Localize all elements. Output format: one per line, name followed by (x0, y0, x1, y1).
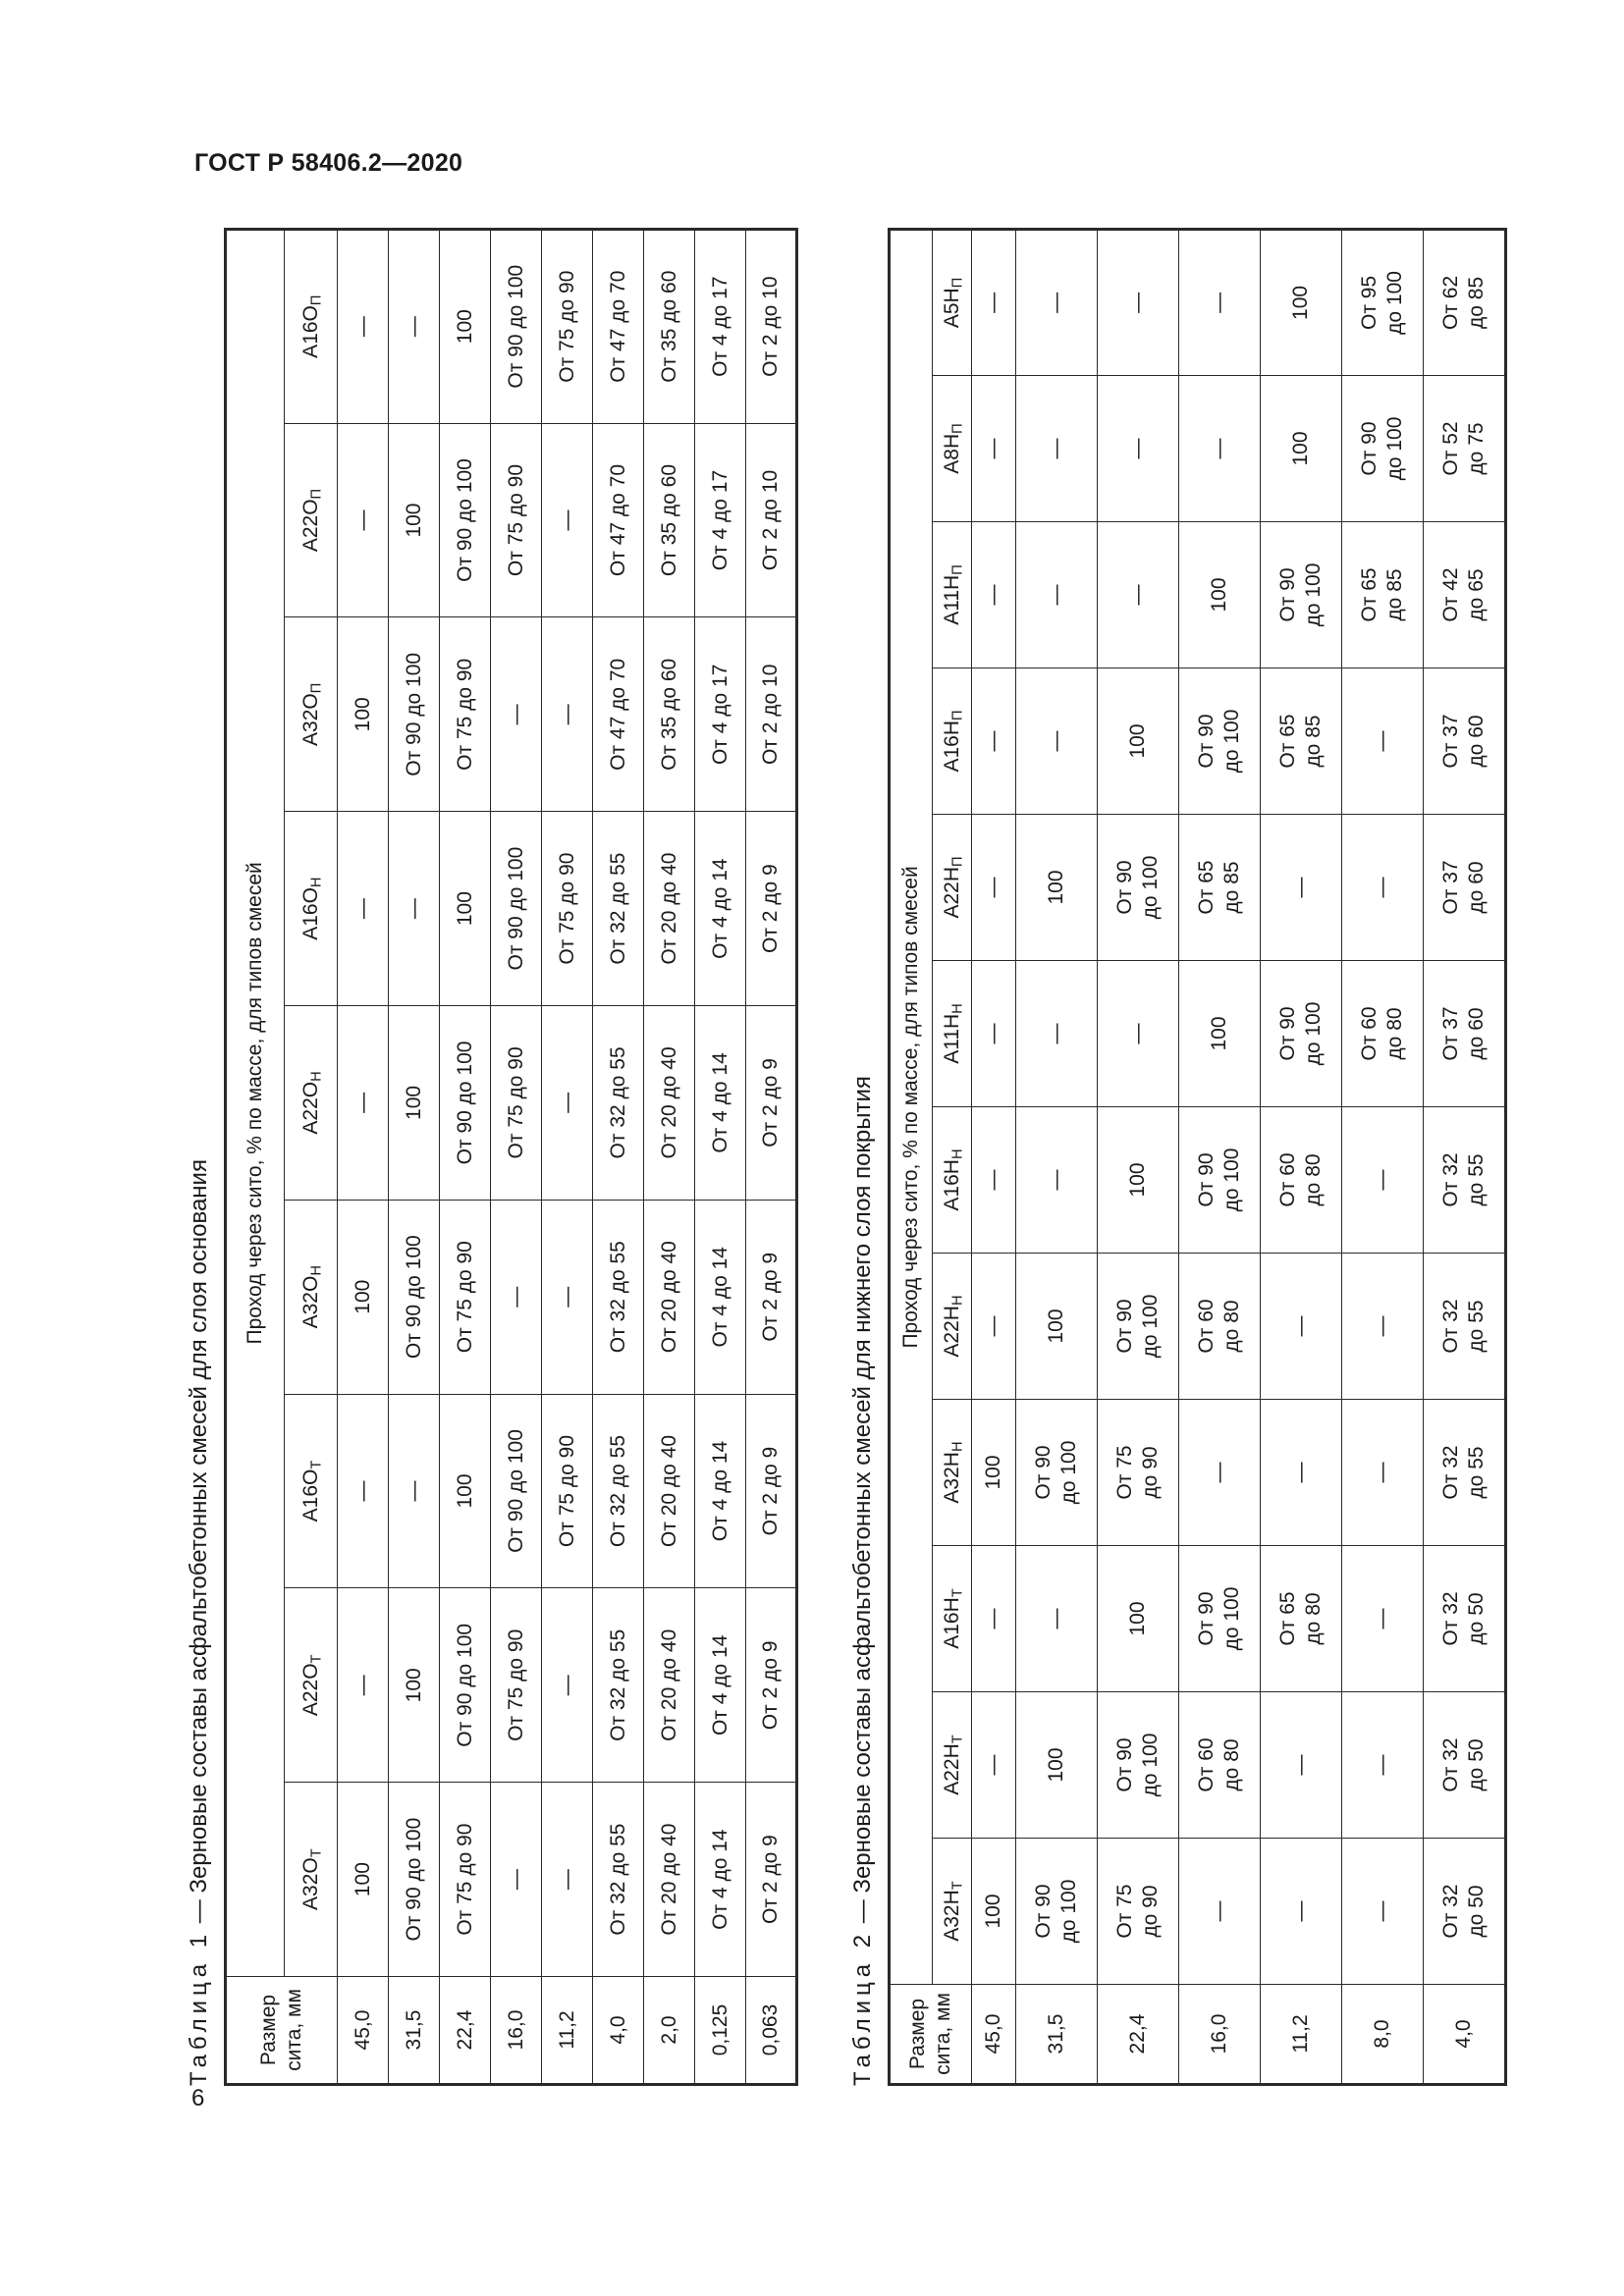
value-cell: 100 (440, 1394, 491, 1588)
mix-type-subscript: Т (308, 1460, 325, 1469)
table2-column-header (933, 961, 972, 1107)
mix-type-subscript: Н (308, 1265, 325, 1276)
value-cell: От 75 до 90 (440, 617, 491, 812)
table-row (389, 229, 440, 2084)
value-cell: — (491, 617, 542, 812)
table2-sieve-header: Размер сита, мм (890, 1985, 972, 2085)
mix-type-subscript: Н (308, 877, 325, 888)
value-cell: — (1342, 668, 1424, 815)
mix-type-subscript: Н (949, 1003, 966, 1014)
value-cell: От 35 до 60 (644, 617, 695, 812)
value-cell: От 90 до 100 (491, 812, 542, 1006)
value-cell: От 75 до 90 (542, 229, 593, 423)
value-cell: 100 (1016, 1254, 1098, 1400)
mix-type-label: А11Н (940, 1013, 963, 1064)
table2-caption (848, 228, 878, 2086)
value-cell: От 65 до 85 (1261, 668, 1342, 815)
table1-column-header (285, 1783, 338, 1977)
mix-type-subscript: П (949, 277, 966, 289)
value-cell: От 42 до 65 (1424, 522, 1506, 668)
value-cell: От 37 до 60 (1424, 668, 1506, 815)
table2-column-header (933, 1254, 972, 1400)
value-cell: — (972, 1254, 1016, 1400)
table2-column-header (933, 1546, 972, 1692)
table-row (440, 229, 491, 2084)
document-code: ГОСТ Р 58406.2—2020 (194, 149, 463, 177)
value-cell: — (1016, 522, 1098, 668)
value-cell: — (338, 1006, 389, 1201)
value-cell: — (1016, 1107, 1098, 1254)
table1-column-header (285, 1394, 338, 1588)
value-cell: — (542, 1588, 593, 1783)
value-cell: От 60 до 80 (1342, 961, 1424, 1107)
value-cell: — (338, 229, 389, 423)
value-cell: 100 (389, 1006, 440, 1201)
value-cell: От 20 до 40 (644, 812, 695, 1006)
value-cell: — (1342, 1546, 1424, 1692)
value-cell: От 32 до 50 (1424, 1546, 1506, 1692)
value-cell: От 4 до 14 (695, 812, 746, 1006)
value-cell: От 32 до 50 (1424, 1839, 1506, 1985)
value-cell: От 20 до 40 (644, 1200, 695, 1394)
value-cell: От 47 до 70 (593, 229, 644, 423)
value-cell: От 90 до 100 (1016, 1400, 1098, 1546)
value-cell: 100 (1098, 1546, 1179, 1692)
value-cell: — (542, 1006, 593, 1201)
value-cell: — (542, 1200, 593, 1394)
value-cell: От 2 до 9 (746, 812, 797, 1006)
table2-column-header (933, 1692, 972, 1839)
value-cell: От 75 до 90 (1098, 1839, 1179, 1985)
table-row (1342, 229, 1424, 2084)
sieve-size-cell: 22,4 (440, 1977, 491, 2085)
table2-column-header (933, 1839, 972, 1985)
mix-type-subscript: Т (949, 1588, 966, 1598)
value-cell: От 20 до 40 (644, 1006, 695, 1201)
table2-column-header (933, 1400, 972, 1546)
value-cell: От 75 до 90 (491, 423, 542, 617)
value-cell: От 90 до 100 (389, 617, 440, 812)
value-cell: От 75 до 90 (491, 1006, 542, 1201)
value-cell: От 4 до 14 (695, 1006, 746, 1201)
value-cell: От 32 до 55 (593, 1394, 644, 1588)
value-cell: — (491, 1200, 542, 1394)
mix-type-label: А16Н (940, 1597, 963, 1649)
value-cell: От 4 до 14 (695, 1200, 746, 1394)
mix-type-label: А16О (298, 305, 322, 358)
value-cell: 100 (389, 423, 440, 617)
value-cell: — (1179, 1839, 1261, 1985)
sieve-size-cell: 11,2 (1261, 1985, 1342, 2085)
table1-column-header (285, 812, 338, 1006)
value-cell: — (542, 1783, 593, 1977)
value-cell: От 2 до 9 (746, 1394, 797, 1588)
table2-column-header (933, 229, 972, 375)
mix-type-label: А16Н (940, 1159, 963, 1211)
value-cell: — (1342, 1400, 1424, 1546)
table2-column-header (933, 522, 972, 668)
value-cell: От 95 до 100 (1342, 229, 1424, 375)
sieve-size-cell: 11,2 (542, 1977, 593, 2085)
table1-column-header (285, 617, 338, 812)
mix-type-subscript: П (308, 682, 325, 694)
mix-type-label: А16О (298, 1468, 322, 1522)
table2-caption-text: — Зерновые составы асфальтобетонных смесей для нижнего слоя покрытия (849, 1076, 876, 1930)
mix-type-subscript: Т (949, 1735, 966, 1744)
value-cell: 100 (1179, 522, 1261, 668)
mix-type-label: А16Н (940, 721, 963, 773)
value-cell: — (491, 1783, 542, 1977)
table-row (491, 229, 542, 2084)
table2-column-header (933, 1107, 972, 1254)
value-cell: От 35 до 60 (644, 423, 695, 617)
mix-type-label: А8Н (940, 433, 963, 474)
sieve-size-cell: 16,0 (491, 1977, 542, 2085)
value-cell: — (972, 668, 1016, 815)
table-row (1424, 229, 1506, 2084)
value-cell: От 47 до 70 (593, 617, 644, 812)
value-cell: От 2 до 10 (746, 229, 797, 423)
table1-caption (185, 228, 214, 2086)
value-cell: От 32 до 55 (1424, 1107, 1506, 1254)
value-cell: От 90 до 100 (491, 1394, 542, 1588)
value-cell: От 75 до 90 (542, 1394, 593, 1588)
value-cell: От 20 до 40 (644, 1588, 695, 1783)
mix-type-subscript: Т (949, 1881, 966, 1891)
value-cell: От 4 до 14 (695, 1394, 746, 1588)
mix-type-subscript: Т (308, 1848, 325, 1858)
value-cell: От 90 до 100 (1179, 668, 1261, 815)
value-cell: От 90 до 100 (1261, 522, 1342, 668)
value-cell: От 60 до 80 (1179, 1254, 1261, 1400)
mix-type-subscript: Т (308, 1654, 325, 1664)
value-cell: — (542, 617, 593, 812)
mix-type-label: А22Н (940, 867, 963, 919)
table-row (1179, 229, 1261, 2084)
value-cell: — (1342, 1839, 1424, 1985)
value-cell: — (1098, 229, 1179, 375)
value-cell: — (1098, 376, 1179, 522)
mix-type-label: А32О (298, 693, 322, 746)
sieve-size-cell: 0,063 (746, 1977, 797, 2085)
table-row (644, 229, 695, 2084)
value-cell: От 32 до 55 (1424, 1400, 1506, 1546)
value-cell: 100 (1016, 1692, 1098, 1839)
value-cell: 100 (440, 229, 491, 423)
value-cell: От 75 до 90 (440, 1200, 491, 1394)
value-cell: От 60 до 80 (1179, 1692, 1261, 1839)
value-cell: От 65 до 85 (1342, 522, 1424, 668)
value-cell: От 2 до 10 (746, 617, 797, 812)
mix-type-label: А22О (298, 1663, 322, 1717)
table1-block (185, 228, 798, 2086)
table1-column-header (285, 1588, 338, 1783)
value-cell: — (1179, 376, 1261, 522)
table-row (972, 229, 1016, 2084)
value-cell: От 90 до 100 (1179, 1546, 1261, 1692)
sieve-size-cell: 2,0 (644, 1977, 695, 2085)
value-cell: — (1261, 1400, 1342, 1546)
value-cell: — (1342, 815, 1424, 961)
value-cell: От 32 до 55 (593, 1783, 644, 1977)
value-cell: От 75 до 90 (491, 1588, 542, 1783)
table1 (224, 228, 798, 2086)
value-cell: От 90 до 100 (1098, 1254, 1179, 1400)
mix-type-label: А22Н (940, 1306, 963, 1358)
value-cell: — (1261, 815, 1342, 961)
sieve-size-cell: 31,5 (1016, 1985, 1098, 2085)
value-cell: — (1179, 1400, 1261, 1546)
value-cell: От 20 до 40 (644, 1783, 695, 1977)
sieve-size-cell: 4,0 (593, 1977, 644, 2085)
value-cell: От 90 до 100 (491, 229, 542, 423)
value-cell: — (389, 812, 440, 1006)
value-cell: — (542, 423, 593, 617)
value-cell: — (972, 815, 1016, 961)
value-cell: 100 (972, 1839, 1016, 1985)
table-row (338, 229, 389, 2084)
value-cell: — (1016, 376, 1098, 522)
value-cell: От 75 до 90 (1098, 1400, 1179, 1546)
value-cell: 100 (1016, 815, 1098, 961)
table-row (746, 229, 797, 2084)
mix-type-subscript: П (949, 856, 966, 868)
value-cell: — (1261, 1254, 1342, 1400)
value-cell: — (338, 1588, 389, 1783)
value-cell: 100 (338, 1783, 389, 1977)
value-cell: От 90 до 100 (440, 1588, 491, 1783)
value-cell: От 90 до 100 (440, 423, 491, 617)
value-cell: От 35 до 60 (644, 229, 695, 423)
value-cell: — (1016, 668, 1098, 815)
table1-sieve-header: Размер сита, мм (226, 1977, 338, 2085)
value-cell: 100 (1098, 1107, 1179, 1254)
value-cell: От 2 до 9 (746, 1200, 797, 1394)
value-cell: От 37 до 60 (1424, 815, 1506, 961)
value-cell: От 20 до 40 (644, 1394, 695, 1588)
mix-type-label: А32Н (940, 1452, 963, 1504)
table2-column-header (933, 815, 972, 961)
mix-type-subscript: П (308, 294, 325, 306)
value-cell: 100 (1179, 961, 1261, 1107)
sieve-size-cell: 4,0 (1424, 1985, 1506, 2085)
value-cell: — (389, 229, 440, 423)
value-cell: От 2 до 9 (746, 1006, 797, 1201)
value-cell: От 32 до 50 (1424, 1692, 1506, 1839)
mix-type-subscript: П (949, 564, 966, 575)
value-cell: — (1261, 1839, 1342, 1985)
value-cell: От 4 до 14 (695, 1588, 746, 1783)
table2-column-header (933, 376, 972, 522)
value-cell: 100 (389, 1588, 440, 1783)
mix-type-label: А22О (298, 499, 322, 553)
value-cell: — (972, 1546, 1016, 1692)
value-cell: От 90 до 100 (1016, 1839, 1098, 1985)
value-cell: От 4 до 17 (695, 229, 746, 423)
value-cell: От 4 до 14 (695, 1783, 746, 1977)
table-row (542, 229, 593, 2084)
value-cell: — (389, 1394, 440, 1588)
value-cell: От 4 до 17 (695, 423, 746, 617)
value-cell: От 62 до 85 (1424, 229, 1506, 375)
mix-type-subscript: Н (949, 1148, 966, 1160)
sieve-size-cell: 0,125 (695, 1977, 746, 2085)
value-cell: От 90 до 100 (440, 1006, 491, 1201)
value-cell: — (972, 1107, 1016, 1254)
table2-column-header (933, 668, 972, 815)
value-cell: От 60 до 80 (1261, 1107, 1342, 1254)
mix-type-label: А32О (298, 1275, 322, 1329)
sieve-size-cell: 8,0 (1342, 1985, 1424, 2085)
value-cell: От 75 до 90 (542, 812, 593, 1006)
value-cell: От 90 до 100 (1342, 376, 1424, 522)
value-cell: — (338, 423, 389, 617)
value-cell: — (1342, 1692, 1424, 1839)
value-cell: — (1342, 1107, 1424, 1254)
mix-type-subscript: П (949, 423, 966, 434)
value-cell: — (1016, 961, 1098, 1107)
mix-type-subscript: Н (949, 1295, 966, 1307)
value-cell: От 32 до 55 (593, 812, 644, 1006)
value-cell: — (1016, 229, 1098, 375)
mix-type-subscript: Н (308, 1071, 325, 1082)
mix-type-label: А32О (298, 1857, 322, 1910)
value-cell: От 90 до 100 (1261, 961, 1342, 1107)
value-cell: — (972, 522, 1016, 668)
table-row (593, 229, 644, 2084)
table1-column-header (285, 1006, 338, 1201)
value-cell: От 90 до 100 (1098, 815, 1179, 961)
mix-type-label: А11Н (940, 574, 963, 625)
sieve-size-cell: 22,4 (1098, 1985, 1179, 2085)
mix-type-label: А32Н (940, 1890, 963, 1942)
value-cell: От 52 до 75 (1424, 376, 1506, 522)
table1-caption-lead: Таблица 1 (186, 1929, 212, 2086)
mix-type-label: А5Н (940, 288, 963, 329)
value-cell: От 90 до 100 (1098, 1692, 1179, 1839)
mix-type-subscript: П (949, 710, 966, 721)
mix-type-subscript: Н (949, 1441, 966, 1453)
table-row (1261, 229, 1342, 2084)
mix-type-label: А22Н (940, 1743, 963, 1795)
value-cell: — (338, 812, 389, 1006)
table1-column-header (285, 423, 338, 617)
table1-group-header: Проход через сито, % по массе, для типов смесей (226, 229, 285, 1976)
value-cell: От 4 до 17 (695, 617, 746, 812)
table1-column-header (285, 1200, 338, 1394)
value-cell: От 2 до 9 (746, 1588, 797, 1783)
mix-type-label: А22О (298, 1081, 322, 1135)
value-cell: От 2 до 9 (746, 1783, 797, 1977)
table2-block (848, 228, 1507, 2086)
page-number: 6 (191, 2085, 205, 2111)
value-cell: От 32 до 55 (593, 1200, 644, 1394)
value-cell: — (972, 961, 1016, 1107)
mix-type-subscript: П (308, 488, 325, 500)
table2 (888, 228, 1507, 2086)
value-cell: — (1016, 1546, 1098, 1692)
value-cell: — (1261, 1692, 1342, 1839)
table-row (695, 229, 746, 2084)
sieve-size-cell: 45,0 (972, 1985, 1016, 2085)
value-cell: От 65 до 85 (1179, 815, 1261, 961)
table-row (1098, 229, 1179, 2084)
value-cell: От 90 до 100 (389, 1783, 440, 1977)
value-cell: 100 (1098, 668, 1179, 815)
table-row (1016, 229, 1098, 2084)
table1-column-header (285, 229, 338, 423)
value-cell: — (338, 1394, 389, 1588)
value-cell: — (972, 229, 1016, 375)
value-cell: От 90 до 100 (389, 1200, 440, 1394)
value-cell: От 65 до 80 (1261, 1546, 1342, 1692)
value-cell: От 32 до 55 (1424, 1254, 1506, 1400)
value-cell: 100 (440, 812, 491, 1006)
mix-type-label: А16О (298, 887, 322, 940)
value-cell: — (972, 1692, 1016, 1839)
value-cell: — (1342, 1254, 1424, 1400)
sieve-size-cell: 16,0 (1179, 1985, 1261, 2085)
value-cell: От 32 до 55 (593, 1006, 644, 1201)
value-cell: — (1098, 522, 1179, 668)
sieve-size-cell: 31,5 (389, 1977, 440, 2085)
value-cell: От 2 до 10 (746, 423, 797, 617)
value-cell: — (972, 376, 1016, 522)
value-cell: От 37 до 60 (1424, 961, 1506, 1107)
table1-caption-text: — Зерновые составы асфальтобетонных смесей для слоя основания (186, 1159, 212, 1930)
sieve-size-cell: 45,0 (338, 1977, 389, 2085)
value-cell: 100 (1261, 376, 1342, 522)
value-cell: — (1179, 229, 1261, 375)
value-cell: 100 (1261, 229, 1342, 375)
value-cell: От 32 до 55 (593, 1588, 644, 1783)
table2-caption-lead: Таблица 2 (849, 1929, 876, 2086)
value-cell: — (1098, 961, 1179, 1107)
table2-group-header: Проход через сито, % по массе, для типов смесей (890, 229, 933, 1984)
value-cell: От 75 до 90 (440, 1783, 491, 1977)
value-cell: От 90 до 100 (1179, 1107, 1261, 1254)
value-cell: 100 (972, 1400, 1016, 1546)
value-cell: От 47 до 70 (593, 423, 644, 617)
value-cell: 100 (338, 617, 389, 812)
value-cell: 100 (338, 1200, 389, 1394)
